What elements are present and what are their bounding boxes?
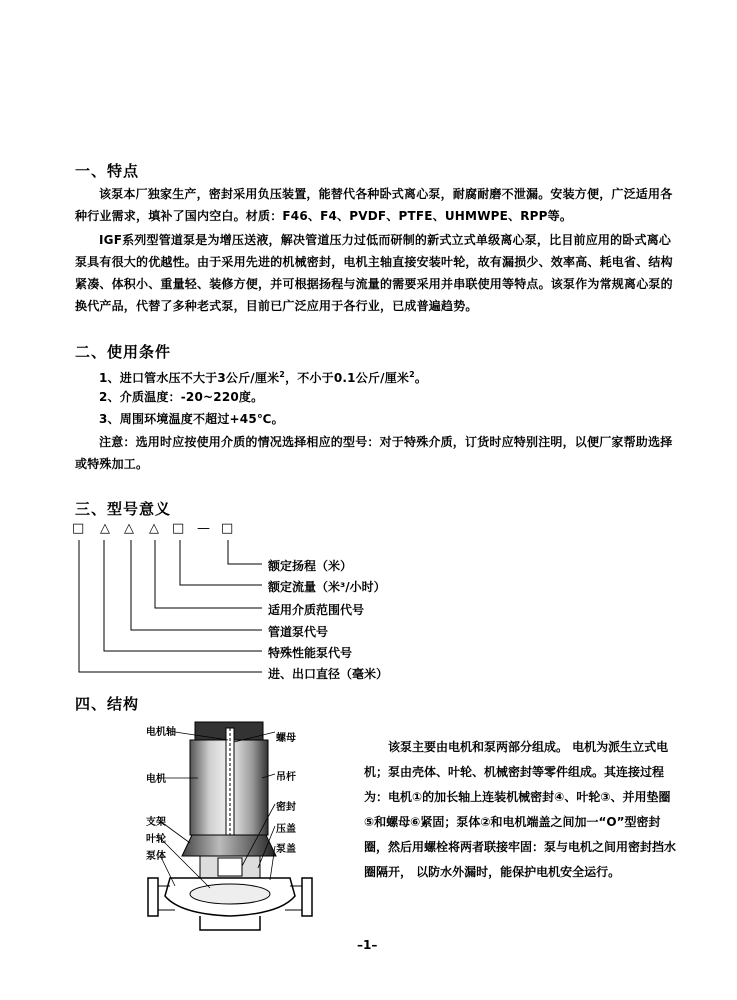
structure-description: 该泵主要由电机和泵两部分组成。 电机为派生立式电机；泵由壳体、叶轮、机械密封等零件组成。其连接过程为：电机①的加长轴上连装机械密封④、叶轮③、并用垫圈 ⑤和螺母⑥紧固；泵体②和电机端盖之间加一“O”型密封圈，然后用螺栓将两者联接牢固：泵与电机之间用密封挡水圈隔开， 以防水外漏时，能保护电机安全运行。 (364, 740, 677, 879)
condition-2: 2、介质温度：-20~220度。 (99, 390, 264, 404)
diagram-label-nut: 螺母 (276, 733, 296, 744)
code-label-medium: 适用介质范围代号 (268, 603, 365, 617)
diagram-label-bracket: 支架 (146, 817, 166, 828)
page-number: –1– (357, 938, 378, 952)
code-label-pipeline-pump: 管道泵代号 (268, 625, 329, 639)
section-4-heading: 四、结构 (75, 695, 140, 713)
code-symbol: △ (149, 521, 159, 536)
code-label-special-pump: 特殊性能泵代号 (268, 646, 353, 660)
section-1-heading: 一、特点 (75, 162, 140, 180)
diagram-label-pump-body: 泵体 (146, 851, 166, 862)
condition-3: 3、周围环境温度不超过+45℃。 (99, 412, 284, 426)
diagram-label-impeller: 叶轮 (146, 834, 166, 845)
section-2-heading: 二、使用条件 (75, 343, 172, 361)
section-1-paragraph-1: 该泵本厂独家生产，密封采用负压装置，能替代各种卧式离心泵，耐腐耐磨不泄漏。安装方便，广泛适用各种行业需求，填补了国内空白。材质：F46、F4、PVDF、PTFE、UHMWPE、RPP等。 (75, 187, 673, 223)
usage-note: 注意：选用时应按使用介质的情况选择相应的型号：对于特殊介质，订货时应特别注明，以便厂家帮助选择或特殊加工。 (75, 435, 673, 471)
code-label-head: 额定扬程（米） (268, 559, 353, 573)
code-symbol: □ (72, 521, 85, 536)
code-symbol: □ (172, 521, 185, 536)
code-symbol: △ (100, 521, 110, 536)
diagram-label-pump-cover: 泵盖 (276, 844, 296, 855)
condition-1: 1、进口管水压不大于3公斤/厘米$^2$，不小于0.1公斤/厘米$^2$。 (99, 370, 428, 385)
code-label-flow: 额定流量（米³/小时） (268, 580, 386, 594)
diagram-label-gland: 压盖 (276, 824, 296, 835)
diagram-label-motor: 电机 (146, 774, 166, 785)
diagram-label-seal: 密封 (276, 802, 296, 813)
code-symbol: — (197, 521, 210, 536)
diagram-label-hanger: 吊杆 (276, 772, 296, 783)
code-label-diameter: 进、出口直径（毫米） (268, 667, 389, 681)
diagram-label-motor-shaft: 电机轴 (146, 727, 176, 738)
code-symbol: △ (124, 521, 134, 536)
section-3-heading: 三、型号意义 (75, 500, 172, 518)
code-symbol: □ (221, 521, 234, 536)
section-1-paragraph-2: IGF系列型管道泵是为增压送液，解决管道压力过低而研制的新式立式单级离心泵，比目前应用的卧式离心泵具有很大的优越性。由于采用先进的机械密封，电机主轴直接安装叶轮，故有漏损少、效率高、耗电省、结构紧凑、体积小、重量轻、装修方便，并可根据扬程与流量的需要采用并串联使用等特点。该泵作为常规离心泵的换代产品，代替了多种老式泵，目前已广泛应用于各行业，已成普遍趋势。 (75, 233, 673, 313)
